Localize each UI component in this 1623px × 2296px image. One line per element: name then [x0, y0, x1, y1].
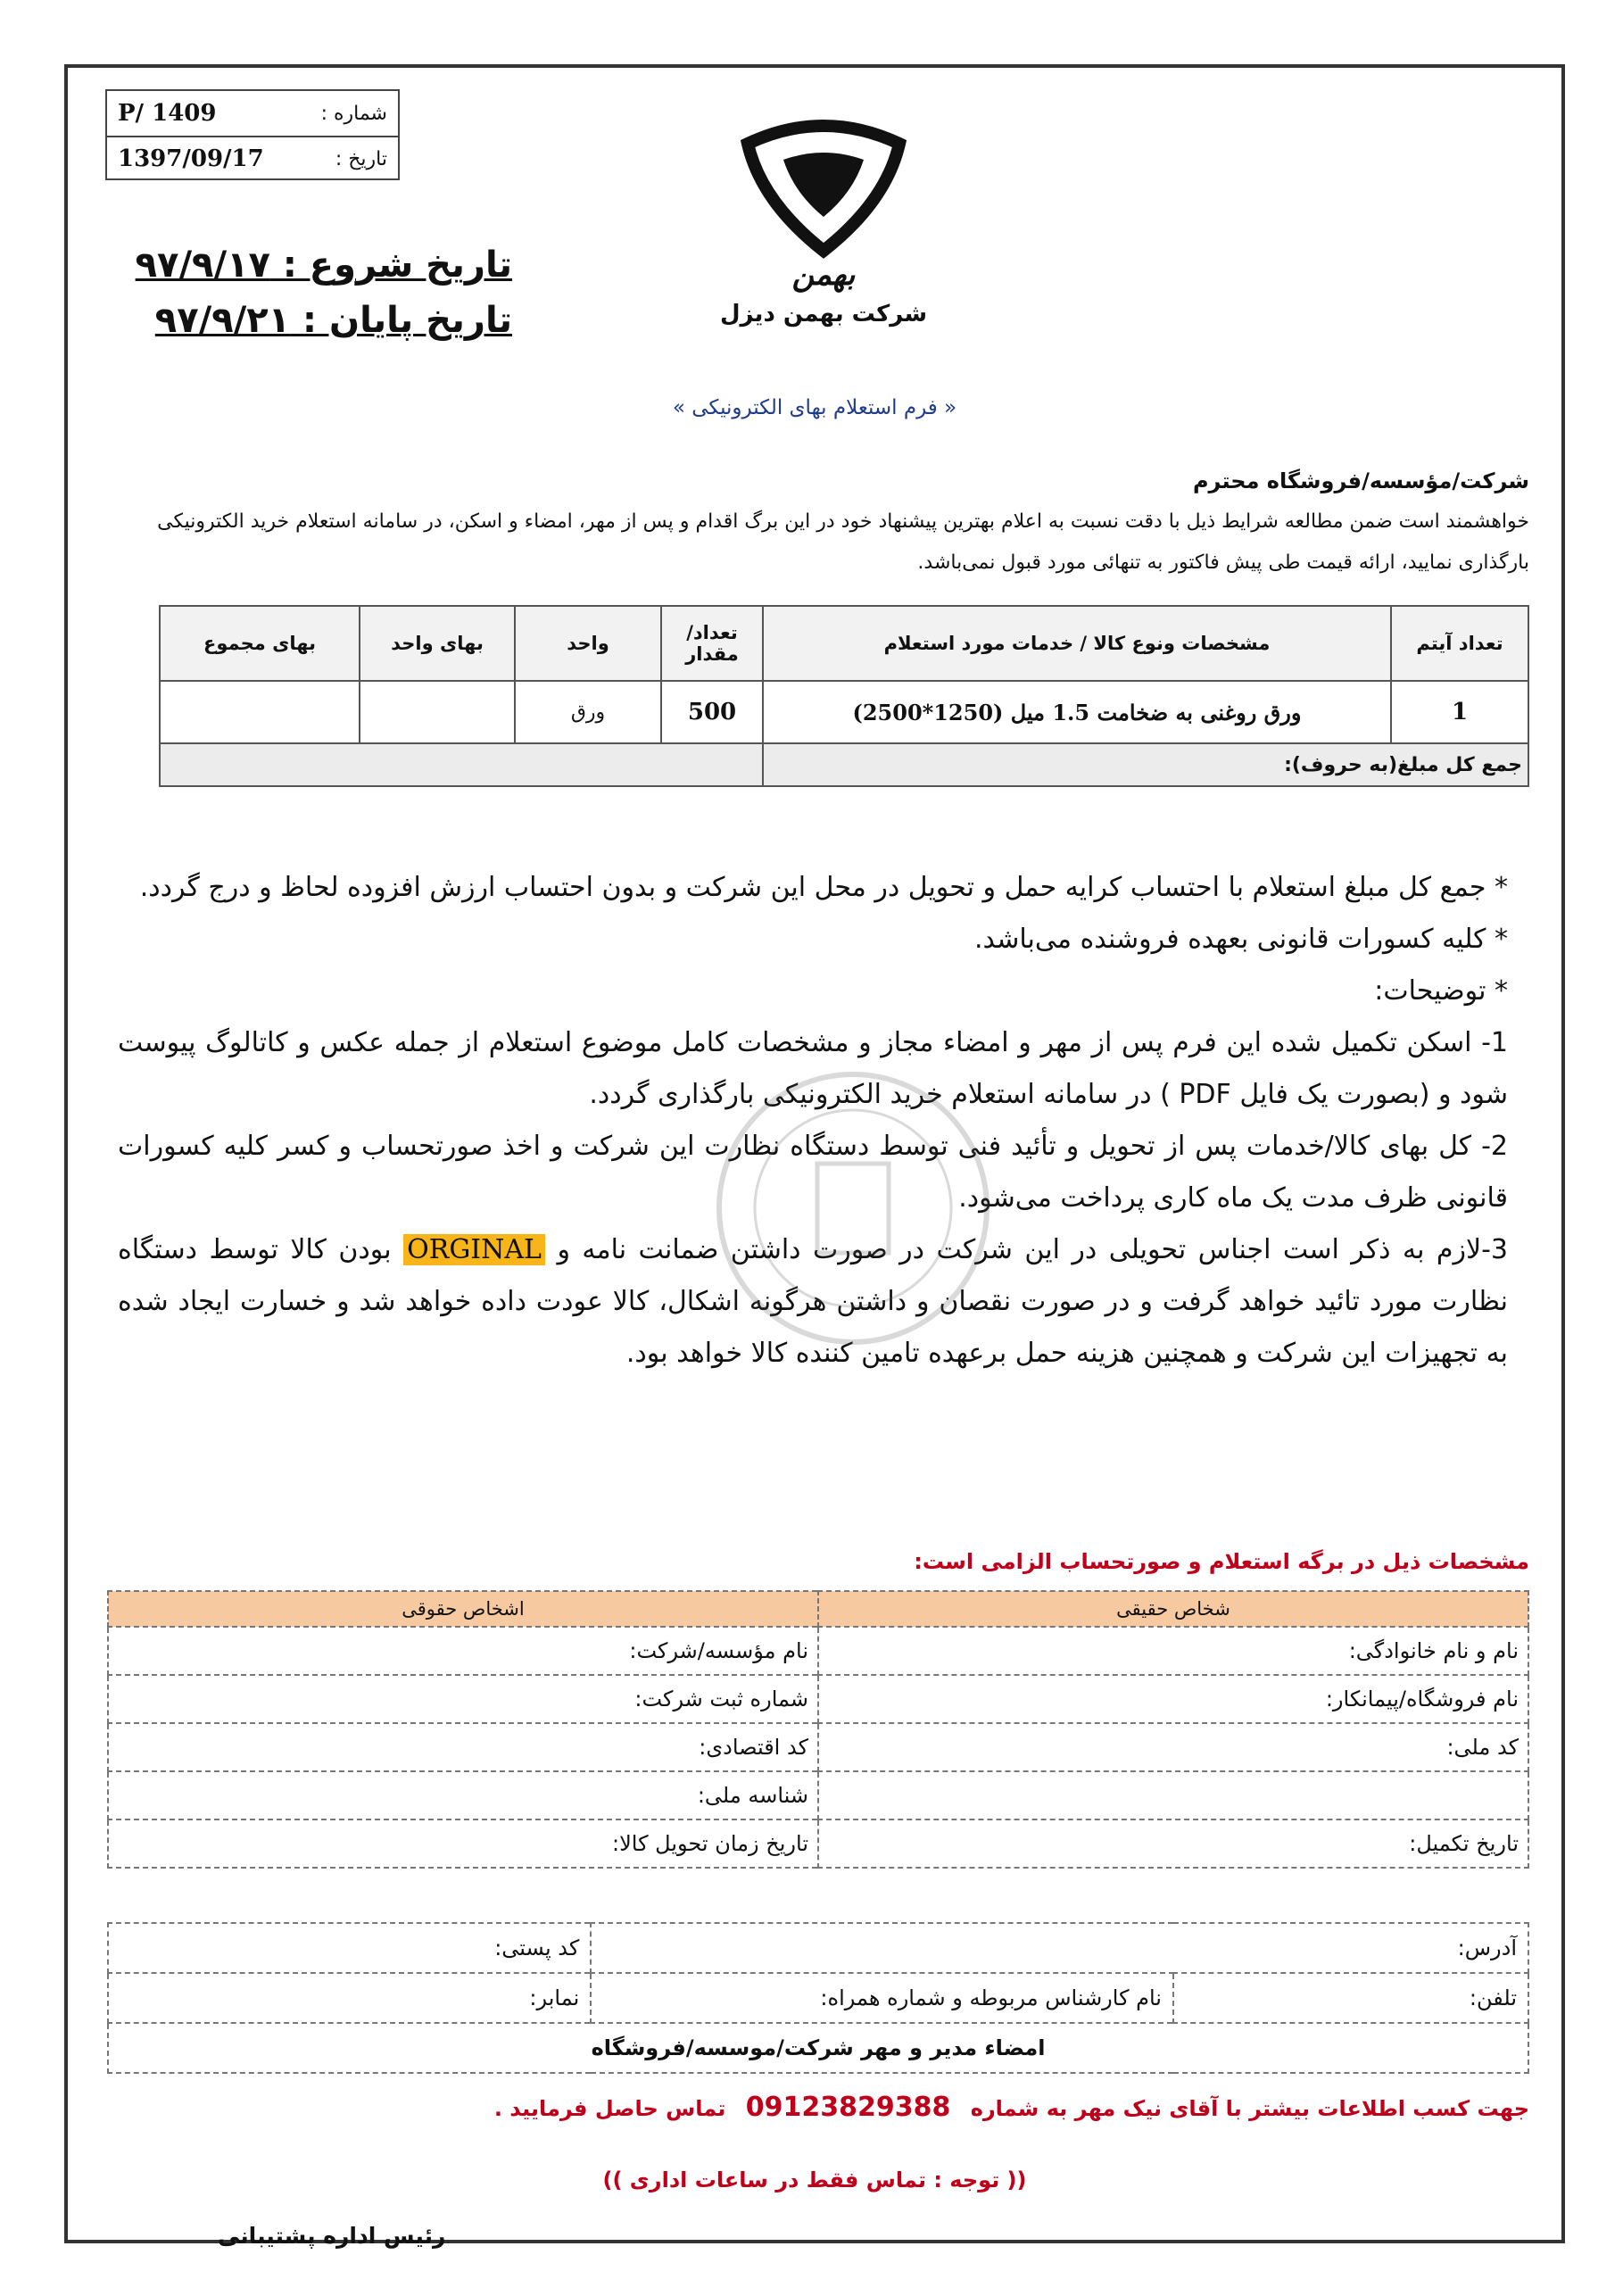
cell-description: ورق روغنی به ضخامت 1.5 میل (1250*2500) — [763, 681, 1391, 743]
col-description: مشخصات ونوع کالا / خدمات مورد استعلام — [763, 606, 1391, 681]
table-row — [108, 1771, 1528, 1819]
col-unit: واحد — [515, 606, 661, 681]
col-quantity: تعداد/ مقدار — [661, 606, 763, 681]
brand-name: شرکت بهمن دیزل — [719, 301, 928, 327]
items-header-row — [160, 606, 1528, 681]
contact-phone: 09123829388 — [745, 2092, 951, 2123]
company-logo — [712, 117, 935, 367]
legal-field-delivery-date: تاریخ زمان تحویل کالا: — [108, 1819, 818, 1868]
end-date: تاریخ پایان : ۹۷/۹/۲۱ — [154, 300, 512, 341]
cell-total — [160, 681, 360, 743]
legal-field-economic-code: کد اقتصادی: — [108, 1723, 818, 1771]
date-label: تاریخ : — [335, 147, 387, 170]
intro-body: خواهشمند است ضمن مطالعه شرایط ذیل با دقت نسبت به اعلام بهترین پیشنهاد خود در این برگ اقدام و پس از مهر، امضاء و اسکن، در سامانه استعلام خرید الکترونیکی بارگذاری نمایید، ارائه قیمت طی پیش فاکتور به تنهائی مورد قبول نمی‌باشد. — [157, 510, 1529, 574]
natural-field-completion-date: تاریخ تکمیل: — [818, 1819, 1528, 1868]
document-page — [64, 64, 1565, 2249]
table-row — [108, 1973, 1528, 2023]
description-3-before: 3-لازم به ذکر است اجناس تحویلی در این شرکت در صورت داشتن ضمانت نامه و — [557, 1234, 1508, 1265]
info-before: جهت کسب اطلاعات بیشتر با آقای نیک مهر به شماره — [970, 2096, 1529, 2121]
cell-unit: ورق — [515, 681, 661, 743]
note-2: * کلیه کسورات قانونی بعهده فروشنده می‌باشد. — [974, 924, 1508, 955]
requirements-title: مشخصات ذیل در برگه استعلام و صورتحساب الزامی است: — [914, 1549, 1529, 1574]
table-row — [108, 1675, 1528, 1723]
parties-header-row — [108, 1591, 1528, 1627]
cell-quantity: 500 — [661, 681, 763, 743]
natural-field-empty — [818, 1771, 1528, 1819]
svg-text:بهمن: بهمن — [791, 257, 856, 293]
office-hours-notice: (( توجه : تماس فقط در ساعات اداری )) — [602, 2168, 1027, 2192]
intro — [116, 460, 1529, 584]
bahman-logo-icon — [730, 117, 917, 295]
table-row — [160, 681, 1528, 743]
date-value: 1397/09/17 — [118, 145, 264, 172]
signer-title: رئیس اداره پشتیبانی — [218, 2223, 446, 2249]
items-table — [159, 605, 1529, 787]
natural-field-name: نام و نام خانوادگی: — [818, 1627, 1528, 1675]
signature-field: امضاء مدیر و مهر شرکت/موسسه/فروشگاه — [108, 2023, 1528, 2073]
postal-code-field: کد پستی: — [108, 1923, 591, 1973]
col-item-count: تعداد آیتم — [1391, 606, 1528, 681]
start-date: تاریخ شروع : ۹۷/۹/۱۷ — [135, 245, 512, 286]
table-row — [108, 1923, 1528, 1973]
more-info — [494, 2092, 1529, 2123]
natural-field-national-code: کد ملی: — [818, 1723, 1528, 1771]
note-1: * جمع کل مبلغ استعلام با احتساب کرایه حمل و تحویل در محل این شرکت و بدون احتساب ارزش افزوده لحاظ و درج گردد. — [139, 872, 1508, 903]
table-row — [108, 2023, 1528, 2073]
natural-person-header: شخاص حقیقی — [818, 1591, 1528, 1627]
legal-person-header: اشخاص حقوقی — [108, 1591, 818, 1627]
description-1: 1- اسکن تکمیل شده این فرم پس از مهر و امضاء مجاز و مشخصات کامل موضوع استعلام از جمله عکس و کاتالوگ پیوست شود و (بصورت یک فایل PDF ) در سامانه استعلام خرید الکترونیکی بارگذاری گردد. — [118, 1027, 1508, 1110]
legal-field-company: نام مؤسسه/شرکت: — [108, 1627, 818, 1675]
natural-field-store: نام فروشگاه/پیمانکار: — [818, 1675, 1528, 1723]
legal-field-national-id: شناسه ملی: — [108, 1771, 818, 1819]
phone-field: تلفن: — [1173, 1973, 1528, 2023]
number-value: P/ 1409 — [118, 100, 217, 127]
address-field: آدرس: — [591, 1923, 1528, 1973]
number-label: شماره : — [320, 102, 387, 125]
greeting: شرکت/مؤسسه/فروشگاه محترم — [1192, 468, 1529, 493]
cell-unit-price — [360, 681, 515, 743]
inquiry-dates — [102, 237, 512, 348]
table-row — [108, 1819, 1528, 1868]
stamp-watermark — [701, 1057, 1005, 1360]
info-after: تماس حاصل فرمایید . — [493, 2096, 726, 2121]
sum-value — [160, 743, 763, 786]
description-2: 2- کل بهای کالا/خدمات پس از تحویل و تأئید فنی توسط دستگاه نظارت این شرکت و اخذ صورتحساب و کسر کلیه کسورات قانونی ظرف مدت یک ماه کاری پرداخت می‌شود. — [118, 1131, 1508, 1214]
col-unit-price: بهای واحد — [360, 606, 515, 681]
fax-field: نمابر: — [108, 1973, 591, 2023]
legal-field-registration: شماره ثبت شرکت: — [108, 1675, 818, 1723]
contact-table — [107, 1922, 1529, 2074]
expert-field: نام کارشناس مربوطه و شماره همراه: — [591, 1973, 1173, 2023]
form-title: « فرم استعلام بهای الکترونیکی » — [672, 396, 957, 419]
original-highlight: ORGINAL — [403, 1234, 545, 1265]
parties-table — [107, 1590, 1529, 1869]
table-row — [108, 1723, 1528, 1771]
col-total: بهای مجموع — [160, 606, 360, 681]
cell-item: 1 — [1391, 681, 1528, 743]
description-3-after: بودن کالا توسط دستگاه نظارت مورد تائید خواهد گرفت و در صورت نقصان و داشتن هرگونه اشکال، کالا عودت داده خواهد شد و خسارت ایجاد شده به تجهیزات این شرکت و همچنین هزینه حمل برعهده تامین کننده کالا خواهد بود. — [118, 1234, 1508, 1369]
number-date-box — [105, 89, 400, 180]
sum-row — [160, 743, 1528, 786]
sum-label: جمع کل مبلغ(به حروف): — [763, 743, 1528, 786]
description-title: * توضیحات: — [1374, 975, 1508, 1007]
table-row — [108, 1627, 1528, 1675]
